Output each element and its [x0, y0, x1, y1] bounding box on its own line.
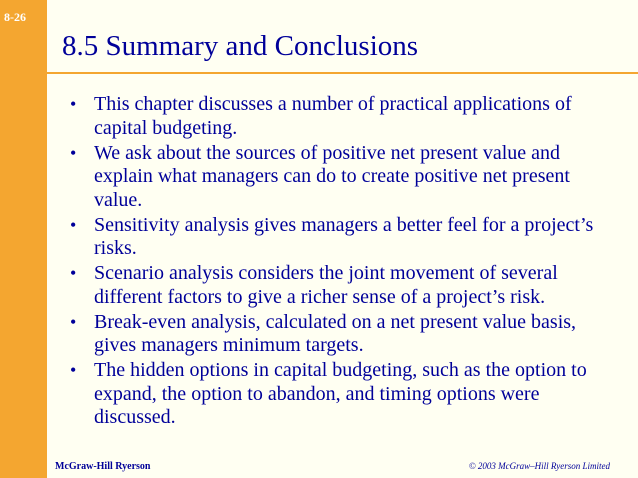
bullet-text: The hidden options in capital budgeting, such as the option to expand, the option to abandon, and timing options were discussed.	[94, 359, 587, 428]
bullet-icon: •	[70, 360, 77, 380]
slide-number: 8-26	[4, 10, 26, 24]
title-underline	[47, 72, 638, 74]
bullet-icon: •	[70, 311, 77, 332]
bullet-text: Sensitivity analysis gives managers a better feel for a project’s risks.	[94, 213, 594, 259]
bullet-item	[68, 214, 620, 261]
bullet-text: This chapter discusses a number of practical applications of capital budgeting.	[94, 93, 572, 139]
footer-publisher: McGraw-Hill Ryerson	[55, 461, 151, 472]
bullet-icon: •	[70, 142, 77, 163]
bullet-icon: •	[70, 214, 77, 235]
bullet-item	[68, 359, 620, 430]
left-accent-bar	[0, 0, 47, 478]
footer-copyright: © 2003 McGraw–Hill Ryerson Limited	[468, 461, 610, 471]
bullet-item	[68, 262, 620, 309]
bullet-item	[68, 311, 620, 358]
bullet-item	[68, 142, 620, 213]
slide-title: 8.5 Summary and Conclusions	[62, 30, 419, 62]
bullet-icon: •	[70, 94, 77, 114]
bullet-text: Break-even analysis, calculated on a net present value basis, gives managers minimum targets.	[94, 310, 577, 356]
bullet-list	[68, 93, 620, 431]
bullet-icon: •	[70, 263, 77, 283]
bullet-text: We ask about the sources of positive net present value and explain what managers can do to create positive net present value.	[94, 141, 570, 211]
bullet-item	[68, 93, 620, 140]
bullet-text: Scenario analysis considers the joint movement of several different factors to give a richer sense of a project’s risk.	[94, 262, 558, 308]
